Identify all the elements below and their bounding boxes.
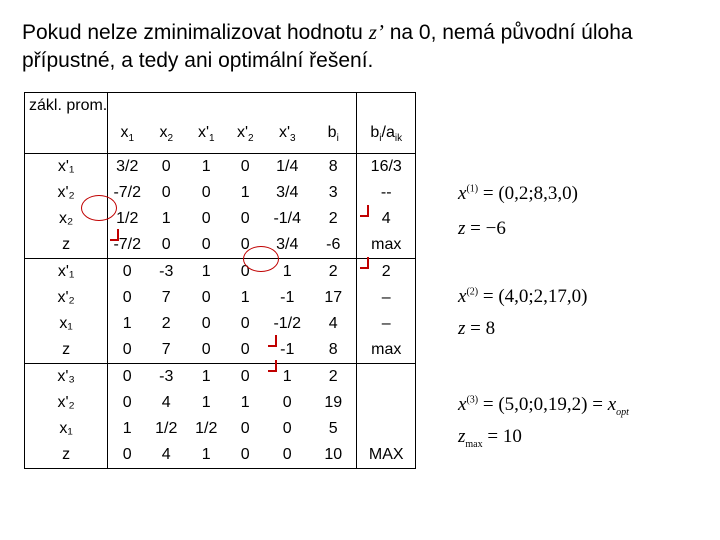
solution-x2: $x^{(2)}$ = (4,0;2,17,0) (458, 286, 588, 307)
table-cell: -1 (280, 289, 295, 306)
table-row (25, 311, 416, 337)
table-cell: 4 (310, 311, 357, 337)
table-cell: 1 (282, 263, 292, 280)
table-cell: 0 (240, 420, 250, 437)
row-basis: x'₃ (25, 364, 108, 391)
table-cell: 1 (240, 289, 250, 306)
simplex-table (24, 92, 416, 469)
table-cell: 1 (122, 315, 132, 332)
solution-z1: z = −6 (458, 218, 506, 239)
table-cell: 1 (186, 442, 226, 469)
pivot-circle (243, 246, 279, 272)
table-cell: 0 (240, 315, 250, 332)
table-cell: 1 (240, 394, 250, 411)
row-basis: z (25, 232, 108, 259)
table-cell: 1 (201, 158, 211, 175)
table-cell: 0 (108, 337, 147, 364)
table-cell: 4 (357, 206, 416, 232)
table-cell: 0 (122, 289, 132, 306)
table-cell: 0 (122, 368, 132, 385)
table-row (25, 364, 416, 391)
header-col: $b_i$ (310, 93, 357, 154)
table-cell: 0 (161, 184, 171, 201)
table-cell: 17 (310, 285, 357, 311)
table-cell: 4 (146, 442, 186, 469)
table-cell: 0 (186, 337, 226, 364)
table-cell: 0 (122, 394, 132, 411)
table-cell: 0 (240, 158, 250, 175)
table-cell: 10 (310, 442, 357, 469)
row-basis: z (25, 337, 108, 364)
table-cell: 0 (226, 232, 264, 259)
table-row (25, 442, 416, 469)
table-cell: -1/2 (273, 315, 302, 332)
table-cell: -7/2 (113, 184, 142, 201)
table-cell: 0 (201, 184, 211, 201)
solution-z2: z = 8 (458, 318, 496, 339)
table-row (25, 154, 416, 181)
highlight-mark (268, 360, 277, 372)
table-cell (357, 416, 416, 442)
table-cell: 1 (201, 263, 211, 280)
header-col: $x_1$ (108, 93, 147, 154)
table-row (25, 390, 416, 416)
row-basis: x₁ (25, 416, 108, 442)
table-row (25, 259, 416, 286)
table-row (25, 337, 416, 364)
solution-x3: $x^{(3)}$ = (5,0;0,19,2) = $x_{opt}$ (458, 394, 629, 418)
table-cell: 16/3 (357, 154, 416, 181)
intro-part1: Pokud nelze zminimalizovat hodnotu (22, 21, 369, 44)
table-cell: -6 (310, 232, 357, 259)
pivot-circle (81, 195, 117, 221)
table-cell: 1 (161, 210, 171, 227)
table-cell: 2 (310, 364, 357, 391)
table-cell: 1/2 (116, 210, 139, 227)
table-cell (357, 364, 416, 391)
table-cell: – (357, 285, 416, 311)
table-cell: max (357, 337, 416, 364)
table-cell: 0 (108, 442, 147, 469)
row-basis: x₁ (25, 311, 108, 337)
table-row (25, 416, 416, 442)
table-cell: 0 (282, 394, 292, 411)
table-cell: 2 (357, 259, 416, 286)
table-cell: 5 (310, 416, 357, 442)
table-cell: 0 (122, 263, 132, 280)
table-cell: -3 (159, 368, 174, 385)
table-cell: 0 (201, 289, 211, 306)
table-cell: 0 (161, 158, 171, 175)
solution-x1: $x^{(1)}$ = (0,2;8,3,0) (458, 183, 579, 204)
header-ratio: $b_i/a_{ik}$ (357, 93, 416, 154)
table-cell: 3/2 (116, 158, 139, 175)
table-row (25, 232, 416, 259)
table-cell: 7 (146, 337, 186, 364)
table-cell: 3/4 (276, 184, 299, 201)
table-cell: 0 (201, 210, 211, 227)
table-cell: 0 (264, 442, 310, 469)
header-col: $x_2$ (146, 93, 186, 154)
table-cell: 1 (282, 368, 292, 385)
intro-part2: na 0, nemá původní úloha přípustné, a tedy ani optimální řešení. (22, 21, 633, 72)
table-cell: -1/4 (273, 210, 302, 227)
table-cell: 7 (161, 289, 171, 306)
row-basis: x₂ (25, 206, 108, 232)
table-cell: 0 (240, 368, 250, 385)
table-cell: 0 (226, 337, 264, 364)
highlight-mark (360, 205, 369, 217)
table-cell: MAX (357, 442, 416, 469)
table-cell: 8 (310, 337, 357, 364)
table-cell: 4 (161, 394, 171, 411)
table-cell: 8 (310, 154, 357, 181)
table-cell: 0 (282, 420, 292, 437)
header-col: $x'_3$ (264, 93, 310, 154)
table-cell: max (357, 232, 416, 259)
table-cell: -- (357, 180, 416, 206)
table-cell (357, 390, 416, 416)
table-cell: 0 (240, 263, 250, 280)
table-cell: 1 (240, 184, 250, 201)
table-cell: 0 (186, 232, 226, 259)
row-basis: x'₁ (25, 154, 108, 181)
highlight-mark (360, 257, 369, 269)
table-cell: 2 (310, 259, 357, 286)
highlight-mark (268, 335, 277, 347)
table-cell: 3 (310, 180, 357, 206)
table-cell: -3 (159, 263, 174, 280)
table-cell: -1 (264, 337, 310, 364)
table-cell: 0 (240, 210, 250, 227)
header-basis: zákl. prom. (25, 93, 108, 154)
header-col: $x'_2$ (226, 93, 264, 154)
intro-text (22, 18, 702, 75)
table-cell: 1/2 (155, 420, 178, 437)
table-cell: 0 (226, 442, 264, 469)
header-col: $x'_1$ (186, 93, 226, 154)
row-basis: x'₂ (25, 180, 108, 206)
table-cell: 1/4 (276, 158, 299, 175)
table-cell: 0 (201, 315, 211, 332)
table-cell: 3/4 (264, 232, 310, 259)
table-cell: 2 (310, 206, 357, 232)
table-cell: 0 (146, 232, 186, 259)
table-cell: – (357, 311, 416, 337)
row-basis: x'₁ (25, 259, 108, 286)
solution-z3: $z_{max} = 10$ (458, 426, 522, 450)
row-basis: z (25, 442, 108, 469)
row-basis: x'₂ (25, 285, 108, 311)
table-cell: 1/2 (195, 420, 218, 437)
table-cell: 1 (201, 394, 211, 411)
table-cell: 1 (122, 420, 132, 437)
intro-zprime: z’ (368, 20, 384, 44)
table-header-row (25, 93, 416, 154)
table-cell: 19 (310, 390, 357, 416)
highlight-mark (110, 229, 119, 241)
table-cell: 1 (201, 368, 211, 385)
table-row (25, 285, 416, 311)
table-cell: -7/2 (108, 232, 147, 259)
row-basis: x'₂ (25, 390, 108, 416)
table-cell: 2 (161, 315, 171, 332)
